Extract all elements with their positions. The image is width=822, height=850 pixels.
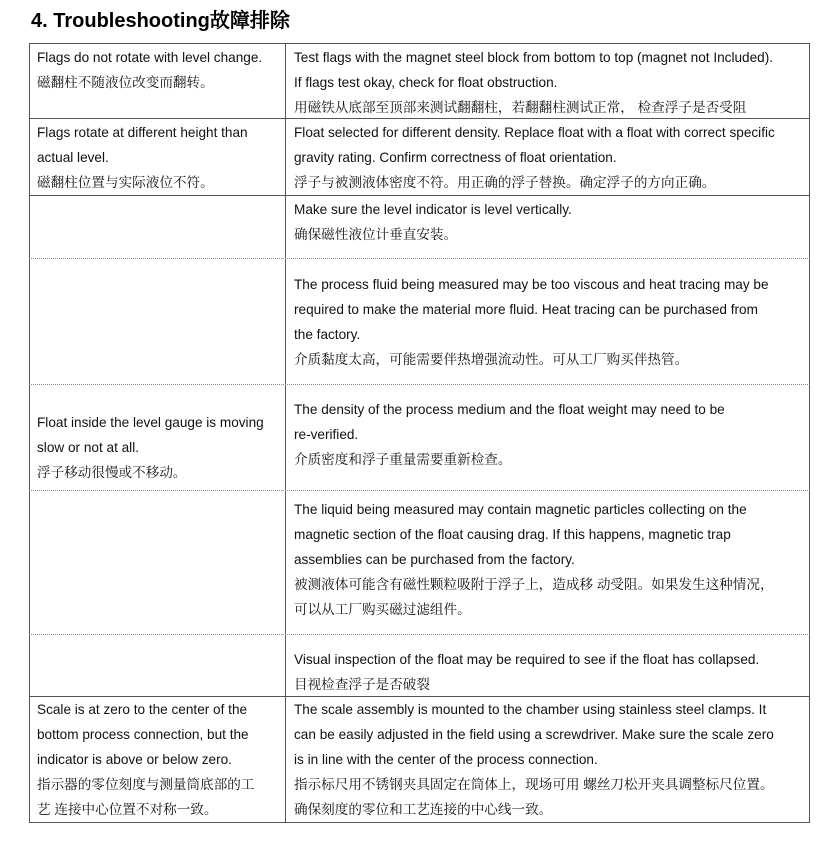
problem-cell [37, 697, 255, 822]
problem-text: 磁翻柱不随液位改变而翻转。 [37, 75, 214, 90]
solution-cell [294, 272, 769, 372]
solution-cell [294, 120, 775, 195]
problem-text: Float inside the level gauge is moving [37, 415, 264, 430]
section-title: 4. Troubleshooting故障排除 [31, 10, 290, 32]
solution-text: the factory. [294, 327, 361, 342]
row-separator-dotted [29, 490, 810, 491]
row-separator-dotted [29, 634, 810, 635]
solution-text: is in line with the center of the process connection. [294, 752, 598, 767]
problem-text: 指示器的零位刻度与测量筒底部的工 [37, 777, 255, 792]
solution-cell [294, 647, 759, 697]
problem-text: 磁翻柱位置与实际液位不符。 [37, 175, 214, 190]
solution-text: 确保刻度的零位和工艺连接的中心线一致。 [294, 802, 553, 817]
column-divider [285, 43, 286, 823]
table-border-left [29, 43, 30, 823]
solution-text: Float selected for different density. Replace float with a float with correct specific [294, 125, 775, 140]
problem-text: actual level. [37, 150, 109, 165]
table-border-top [29, 43, 810, 44]
solution-text: 被测液体可能含有磁性颗粒吸附于浮子上，造成移 动受阻。如果发生这种情况， [294, 577, 774, 592]
solution-text: The process fluid being measured may be too viscous and heat tracing may be [294, 277, 769, 292]
solution-text: gravity rating. Confirm correctness of float orientation. [294, 150, 617, 165]
solution-text: Test flags with the magnet steel block from bottom to top (magnet not Included). [294, 50, 774, 65]
solution-text: 可以从工厂购买磁过滤组件。 [294, 602, 471, 617]
solution-text: Make sure the level indicator is level vertically. [294, 202, 572, 217]
solution-cell [294, 45, 773, 120]
solution-text: Visual inspection of the float may be required to see if the float has collapsed. [294, 652, 760, 667]
solution-text: assemblies can be purchased from the factory. [294, 552, 575, 567]
solution-text: 介质密度和浮子重量需要重新检查。 [294, 452, 512, 467]
solution-text: The liquid being measured may contain magnetic particles collecting on the [294, 502, 747, 517]
problem-text: Flags do not rotate with level change. [37, 50, 263, 65]
problem-cell [37, 45, 262, 95]
problem-cell [37, 120, 248, 195]
solution-text: required to make the material more fluid. Heat tracing can be purchased from [294, 302, 758, 317]
solution-text: If flags test okay, check for float obstruction. [294, 75, 558, 90]
solution-text: re-verified. [294, 427, 359, 442]
problem-text: Scale is at zero to the center of the [37, 702, 248, 717]
solution-cell [294, 697, 774, 822]
problem-cell [37, 410, 264, 485]
problem-text: 浮子移动很慢或不移动。 [37, 465, 187, 480]
solution-cell [294, 397, 725, 472]
solution-text: The scale assembly is mounted to the chamber using stainless steel clamps. It [294, 702, 767, 717]
solution-text: 浮子与被测液体密度不符。用正确的浮子替换。确定浮子的方向正确。 [294, 175, 716, 190]
row-separator [29, 195, 810, 196]
solution-text: 介质黏度太高，可能需要伴热增强流动性。可从工厂购买伴热管。 [294, 352, 689, 367]
table-border-bottom [29, 822, 810, 823]
problem-text: Flags rotate at different height than [37, 125, 248, 140]
solution-text: 确保磁性液位计垂直安装。 [294, 227, 458, 242]
table-border-right [809, 43, 810, 823]
solution-cell [294, 197, 572, 247]
problem-text: slow or not at all. [37, 440, 139, 455]
problem-text: indicator is above or below zero. [37, 752, 232, 767]
solution-text: can be easily adjusted in the field using a screwdriver. Make sure the scale zero [294, 727, 774, 742]
solution-text: 目视检查浮子是否破裂 [294, 677, 430, 692]
solution-text: magnetic section of the float causing drag. If this happens, magnetic trap [294, 527, 731, 542]
problem-text: bottom process connection, but the [37, 727, 249, 742]
solution-text: 用磁铁从底部至顶部来测试翻翻柱，若翻翻柱测试正常， 检查浮子是否受阻 [294, 100, 747, 115]
row-separator-dotted [29, 258, 810, 259]
problem-text: 艺 连接中心位置不对称一致。 [37, 802, 218, 817]
row-separator-dotted [29, 384, 810, 385]
solution-text: 指示标尺用不锈钢夹具固定在筒体上，现场可用 螺丝刀松开夹具调整标尺位置。 [294, 777, 774, 792]
solution-text: The density of the process medium and the float weight may need to be [294, 402, 725, 417]
solution-cell [294, 497, 774, 622]
